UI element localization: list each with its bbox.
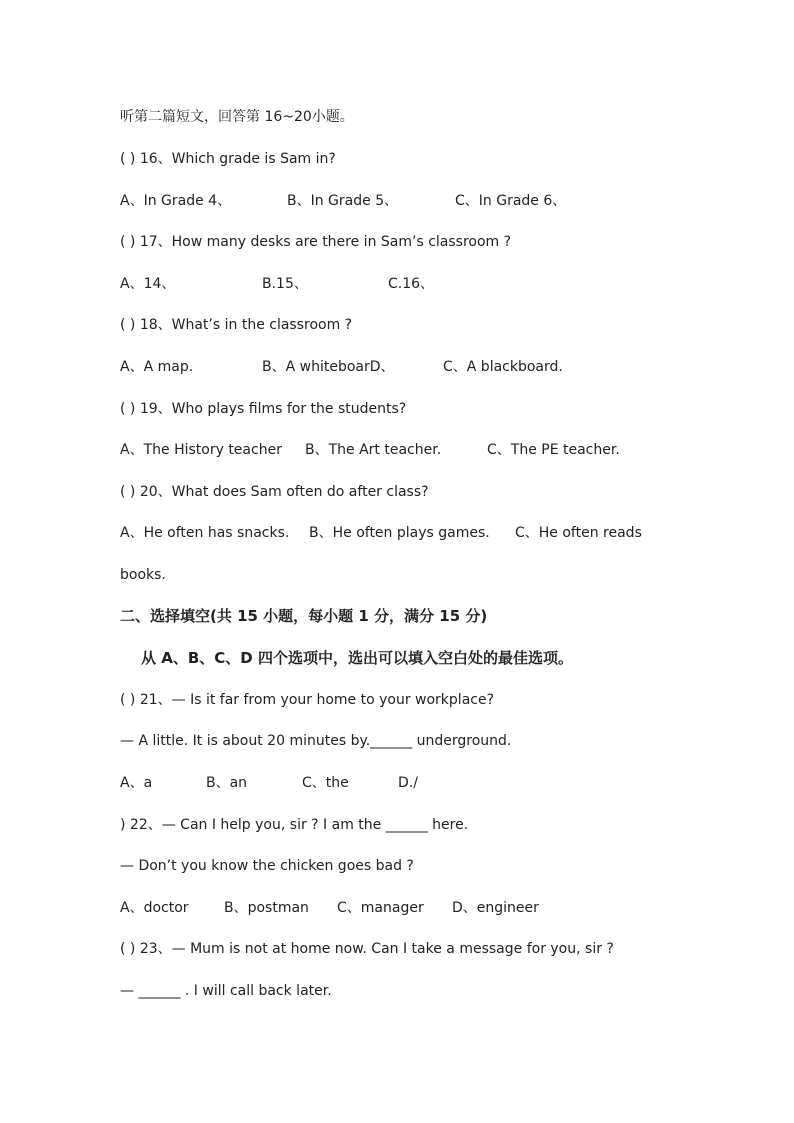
q16-option-c: C、In Grade 6、 [455, 193, 567, 209]
question-23-reply: — ______ . I will call back later. [120, 983, 332, 999]
q16-option-a: A、In Grade 4、 [120, 193, 232, 209]
q18-option-c: C、A blackboard. [443, 359, 563, 375]
q20-option-c: C、He often reads [515, 525, 642, 541]
question-18-stem: ( ) 18、What’s in the classroom ? [120, 317, 353, 333]
q21-option-d: D./ [398, 775, 418, 791]
q19-option-c: C、The PE teacher. [487, 442, 620, 458]
q22-option-c: C、manager [337, 900, 424, 916]
question-23-stem: ( ) 23、— Mum is not at home now. Can I take a message for you, sir ? [120, 941, 614, 957]
q20-option-a: A、He often has snacks. [120, 525, 290, 541]
question-22-reply: — Don’t you know the chicken goes bad ? [120, 858, 414, 874]
question-21-reply: — A little. It is about 20 minutes by.______ underground. [120, 733, 512, 749]
q19-option-a: A、The History teacher [120, 442, 282, 458]
q20-option-c-continued: books. [120, 567, 166, 583]
q21-option-b: B、an [206, 775, 248, 791]
question-22-stem: ) 22、— Can I help you, sir ? I am the ______ here. [120, 817, 469, 833]
question-17-stem: ( ) 17、How many desks are there in Sam’s classroom ? [120, 234, 512, 250]
q20-option-b: B、He often plays games. [309, 525, 490, 541]
q22-option-b: B、postman [224, 900, 309, 916]
q17-option-a: A、14、 [120, 276, 176, 292]
q21-option-c: C、the [302, 775, 349, 791]
section-2-heading: 二、选择填空(共 15 小题，每小题 1 分，满分 15 分) [120, 607, 488, 625]
q17-option-b: B.15、 [262, 276, 308, 292]
question-21-stem: ( ) 21、— Is it far from your home to your workplace? [120, 692, 495, 708]
section-2-instruction: 从 A、B、C、D 四个选项中，选出可以填入空白处的最佳选项。 [141, 649, 573, 667]
q22-option-d: D、engineer [452, 900, 539, 916]
q22-option-a: A、doctor [120, 900, 189, 916]
question-20-stem: ( ) 20、What does Sam often do after class? [120, 484, 429, 500]
q16-option-b: B、In Grade 5、 [287, 193, 399, 209]
q19-option-b: B、The Art teacher. [305, 442, 442, 458]
question-16-stem: ( ) 16、Which grade is Sam in? [120, 151, 336, 167]
q18-option-b: B、A whiteboarD、 [262, 359, 395, 375]
listening-intro: 听第二篇短文，回答第 16~20小题。 [120, 109, 354, 125]
question-19-stem: ( ) 19、Who plays films for the students? [120, 401, 407, 417]
q17-option-c: C.16、 [388, 276, 435, 292]
q18-option-a: A、A map. [120, 359, 194, 375]
q21-option-a: A、a [120, 775, 153, 791]
